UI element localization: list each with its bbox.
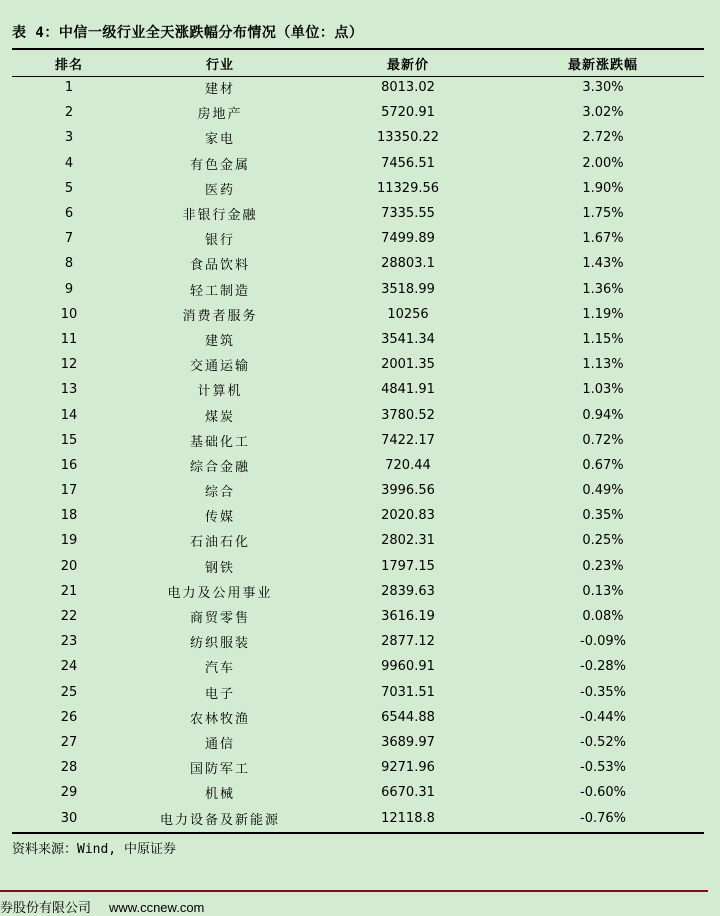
- cell-rank: 26: [60, 709, 78, 725]
- cell-rank: 23: [60, 634, 78, 650]
- cell-industry: 交通运输: [189, 359, 250, 375]
- cell-change-pct: -0.60%: [580, 785, 626, 801]
- cell-industry: 医药: [204, 182, 235, 198]
- cell-industry: 农林牧渔: [189, 711, 250, 727]
- table-top-rule: [12, 48, 704, 50]
- table-row: [12, 604, 704, 629]
- cell-industry: 轻工制造: [189, 283, 250, 299]
- table-row: [12, 654, 704, 679]
- cell-industry: 消费者服务: [182, 308, 258, 324]
- cell-change-pct: 2.00%: [582, 155, 624, 171]
- cell-industry: 食品饮料: [189, 258, 250, 274]
- header-rule: [12, 76, 704, 77]
- cell-change-pct: 0.49%: [582, 483, 624, 499]
- page-footer: [0, 897, 204, 916]
- cell-change-pct: -0.76%: [580, 810, 626, 826]
- cell-rank: 22: [60, 609, 78, 625]
- cell-change-pct: 1.03%: [582, 382, 624, 398]
- cell-industry: 传媒: [204, 510, 235, 526]
- cell-change-pct: 0.23%: [582, 558, 624, 574]
- table-row: [12, 805, 704, 830]
- table-row: [12, 277, 704, 302]
- table-row: [12, 579, 704, 604]
- cell-rank: 15: [60, 432, 78, 448]
- column-header-rank: 排名: [54, 58, 83, 73]
- cell-latest-price: 6670.31: [381, 785, 435, 801]
- cell-latest-price: 2802.31: [381, 533, 435, 549]
- cell-industry: 综合金融: [189, 459, 250, 475]
- cell-change-pct: 1.19%: [582, 306, 624, 322]
- cell-rank: 10: [60, 306, 78, 322]
- cell-industry: 石油石化: [189, 535, 250, 551]
- cell-change-pct: 1.75%: [582, 206, 624, 222]
- cell-change-pct: 1.13%: [582, 357, 624, 373]
- cell-rank: 9: [64, 281, 74, 297]
- cell-industry: 国防军工: [189, 762, 250, 778]
- cell-industry: 电力及公用事业: [167, 585, 273, 601]
- table-bottom-rule: [12, 832, 704, 834]
- table-row: [12, 554, 704, 579]
- cell-rank: 7: [64, 231, 74, 247]
- cell-rank: 6: [64, 206, 74, 222]
- cell-industry: 综合: [204, 485, 235, 501]
- cell-latest-price: 6544.88: [381, 709, 435, 725]
- table-row: [12, 528, 704, 553]
- table-row: [12, 705, 704, 730]
- cell-rank: 18: [60, 508, 78, 524]
- cell-rank: 5: [64, 180, 74, 196]
- table-header-row: [12, 52, 704, 75]
- table-row: [12, 680, 704, 705]
- cell-latest-price: 10256: [387, 306, 429, 322]
- table-row: [12, 327, 704, 352]
- cell-change-pct: 0.35%: [582, 508, 624, 524]
- table-row: [12, 428, 704, 453]
- table-row: [12, 100, 704, 125]
- table-row: [12, 453, 704, 478]
- cell-rank: 3: [64, 130, 74, 146]
- cell-latest-price: 9271.96: [381, 760, 435, 776]
- table-row: [12, 251, 704, 276]
- cell-change-pct: 0.13%: [582, 583, 624, 599]
- table-row: [12, 402, 704, 427]
- cell-latest-price: 720.44: [385, 457, 431, 473]
- table-row: [12, 125, 704, 150]
- cell-latest-price: 3541.34: [381, 331, 435, 347]
- cell-industry: 电子: [204, 686, 235, 702]
- cell-industry: 建材: [204, 82, 235, 98]
- cell-change-pct: -0.35%: [580, 684, 626, 700]
- cell-industry: 通信: [204, 736, 235, 752]
- cell-rank: 29: [60, 785, 78, 801]
- column-header-latest-price: 最新价: [386, 58, 429, 73]
- table-row: [12, 176, 704, 201]
- cell-rank: 4: [64, 155, 74, 171]
- column-header-industry: 行业: [205, 58, 234, 73]
- table-row: [12, 730, 704, 755]
- cell-industry: 计算机: [197, 384, 243, 400]
- cell-industry: 电力设备及新能源: [159, 812, 280, 828]
- cell-change-pct: 0.67%: [582, 457, 624, 473]
- table-body: [12, 75, 704, 831]
- table-row: [12, 629, 704, 654]
- cell-change-pct: 0.08%: [582, 609, 624, 625]
- table-row: [12, 780, 704, 805]
- cell-industry: 机械: [204, 787, 235, 803]
- cell-latest-price: 9960.91: [381, 659, 435, 675]
- cell-latest-price: 3616.19: [381, 609, 435, 625]
- cell-change-pct: 2.72%: [582, 130, 624, 146]
- cell-latest-price: 2877.12: [381, 634, 435, 650]
- cell-rank: 16: [60, 457, 78, 473]
- table-title: 表 4：中信一级行业全天涨跌幅分布情况（单位：点）: [12, 25, 364, 41]
- cell-rank: 24: [60, 659, 78, 675]
- cell-change-pct: 0.72%: [582, 432, 624, 448]
- cell-latest-price: 2020.83: [381, 508, 435, 524]
- cell-rank: 14: [60, 407, 78, 423]
- cell-rank: 2: [64, 105, 74, 121]
- cell-change-pct: 0.25%: [582, 533, 624, 549]
- cell-latest-price: 3689.97: [381, 734, 435, 750]
- cell-rank: 25: [60, 684, 78, 700]
- cell-latest-price: 28803.1: [381, 256, 435, 272]
- cell-latest-price: 2839.63: [381, 583, 435, 599]
- cell-latest-price: 7456.51: [381, 155, 435, 171]
- cell-change-pct: -0.09%: [580, 634, 626, 650]
- cell-rank: 13: [60, 382, 78, 398]
- cell-industry: 非银行金融: [182, 208, 258, 224]
- cell-latest-price: 3996.56: [381, 483, 435, 499]
- cell-industry: 房地产: [197, 107, 243, 123]
- cell-change-pct: 1.15%: [582, 331, 624, 347]
- cell-latest-price: 3780.52: [381, 407, 435, 423]
- table-row: [12, 352, 704, 377]
- cell-change-pct: 1.90%: [582, 180, 624, 196]
- cell-rank: 21: [60, 583, 78, 599]
- cell-industry: 纺织服装: [189, 636, 250, 652]
- table-row: [12, 151, 704, 176]
- cell-change-pct: 1.43%: [582, 256, 624, 272]
- table-row: [12, 302, 704, 327]
- cell-rank: 27: [60, 734, 78, 750]
- cell-industry: 商贸零售: [189, 611, 250, 627]
- cell-change-pct: 3.30%: [582, 80, 624, 96]
- cell-industry: 建筑: [204, 333, 235, 349]
- cell-industry: 钢铁: [204, 560, 235, 576]
- table-row: [12, 226, 704, 251]
- table-row: [12, 75, 704, 100]
- cell-change-pct: 3.02%: [582, 105, 624, 121]
- cell-rank: 17: [60, 483, 78, 499]
- cell-latest-price: 1797.15: [381, 558, 435, 574]
- cell-industry: 煤炭: [204, 409, 235, 425]
- cell-latest-price: 7499.89: [381, 231, 435, 247]
- cell-latest-price: 8013.02: [381, 80, 435, 96]
- cell-latest-price: 13350.22: [376, 130, 440, 146]
- cell-change-pct: 0.94%: [582, 407, 624, 423]
- cell-change-pct: 1.36%: [582, 281, 624, 297]
- column-header-change-pct: 最新涨跌幅: [567, 58, 638, 73]
- cell-rank: 8: [64, 256, 74, 272]
- industry-change-table: [12, 52, 704, 831]
- cell-rank: 19: [60, 533, 78, 549]
- cell-change-pct: -0.52%: [580, 734, 626, 750]
- cell-latest-price: 12118.8: [381, 810, 435, 826]
- cell-industry: 基础化工: [189, 434, 250, 450]
- cell-latest-price: 2001.35: [381, 357, 435, 373]
- cell-change-pct: -0.28%: [580, 659, 626, 675]
- cell-change-pct: 1.67%: [582, 231, 624, 247]
- cell-latest-price: 3518.99: [381, 281, 435, 297]
- cell-rank: 1: [64, 80, 74, 96]
- footer-url: www.ccnew.com: [109, 900, 205, 915]
- table-row: [12, 755, 704, 780]
- source-note: 资料来源：Wind, 中原证券: [12, 842, 176, 857]
- cell-industry: 家电: [204, 132, 235, 148]
- cell-rank: 28: [60, 760, 78, 776]
- cell-change-pct: -0.53%: [580, 760, 626, 776]
- table-row: [12, 478, 704, 503]
- cell-change-pct: -0.44%: [580, 709, 626, 725]
- cell-latest-price: 4841.91: [381, 382, 435, 398]
- cell-industry: 银行: [204, 233, 235, 249]
- cell-latest-price: 5720.91: [381, 105, 435, 121]
- cell-latest-price: 11329.56: [376, 180, 440, 196]
- cell-industry: 汽车: [204, 661, 235, 677]
- footer-company: 券股份有限公司: [0, 901, 92, 916]
- table-row: [12, 201, 704, 226]
- footer-rule: [0, 890, 708, 892]
- cell-rank: 11: [60, 331, 78, 347]
- cell-latest-price: 7422.17: [381, 432, 435, 448]
- cell-rank: 20: [60, 558, 78, 574]
- cell-rank: 12: [60, 357, 78, 373]
- cell-latest-price: 7335.55: [381, 206, 435, 222]
- cell-industry: 有色金属: [189, 157, 250, 173]
- table-row: [12, 503, 704, 528]
- table-row: [12, 377, 704, 402]
- cell-rank: 30: [60, 810, 78, 826]
- cell-latest-price: 7031.51: [381, 684, 435, 700]
